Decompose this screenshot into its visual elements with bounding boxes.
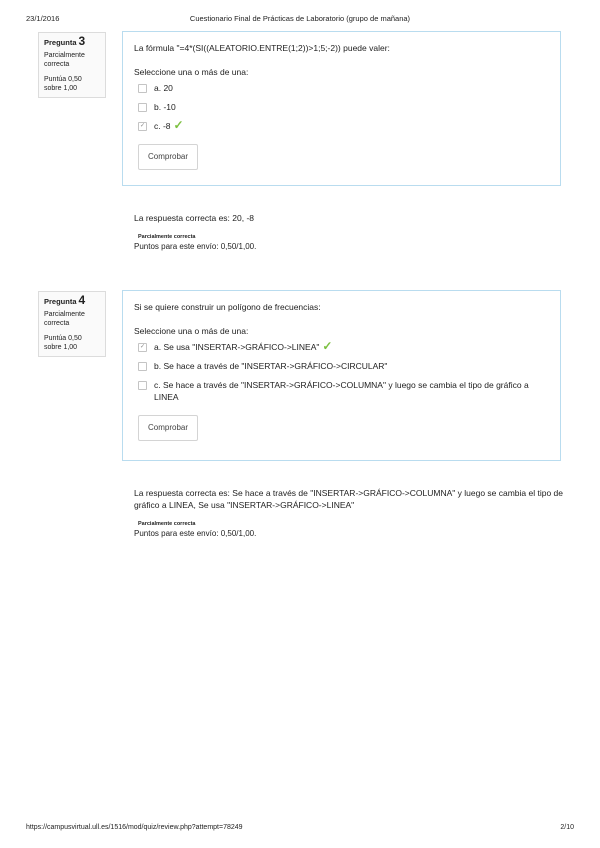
answer-option-c[interactable] <box>138 120 549 132</box>
answer-option-a[interactable] <box>138 82 549 94</box>
check-button[interactable]: Comprobar <box>138 144 198 170</box>
answer-option-a[interactable] <box>138 341 549 353</box>
question-prompt: La fórmula "=4*(SI((ALEATORIO.ENTRE(1;2))>1;5;-2)) puede valer: <box>134 43 390 53</box>
checkbox-icon[interactable] <box>138 362 147 371</box>
document-title: Cuestionario Final de Prácticas de Laboratorio (grupo de mañana) <box>189 14 411 23</box>
answer-option-b[interactable] <box>138 360 549 372</box>
question-grade: Puntúa 0,50 sobre 1,00 <box>44 335 82 351</box>
check-mark-icon: ✓ <box>173 118 184 132</box>
check-button[interactable]: Comprobar <box>138 415 198 441</box>
correct-answer: La respuesta correcta es: 20, -8 <box>134 213 255 223</box>
question-content-4 <box>122 290 561 461</box>
question-number: 3 <box>78 34 86 48</box>
question-prompt: Si se quiere construir un polígono de frecuencias: <box>134 302 321 312</box>
question-instruction: Seleccione una o más de una: <box>134 326 249 336</box>
question-grade: Puntúa 0,50 sobre 1,00 <box>44 76 82 92</box>
answer-option-b[interactable] <box>138 101 549 113</box>
question-feedback-3 <box>134 212 564 253</box>
question-label: Pregunta <box>44 297 77 306</box>
checkbox-checked-icon[interactable]: ✓ <box>139 123 146 129</box>
page-number: 2/10 <box>560 824 574 831</box>
page-url: https://campusvirtual.ull.es/1516/mod/quiz/review.php?attempt=78249 <box>26 824 243 831</box>
option-text: c. Se hace a través de "INSERTAR->GRÁFICO->COLUMNA" y luego se cambia el tipo de gráfico a LINEA <box>154 380 529 402</box>
feedback-points: Puntos para este envío: 0,50/1,00. <box>134 529 257 538</box>
feedback-state: Parcialmente correcta <box>138 234 196 240</box>
question-content-3 <box>122 31 561 186</box>
checkbox-checked-icon[interactable]: ✓ <box>139 344 146 350</box>
checkbox-icon[interactable] <box>138 103 147 112</box>
question-info-4 <box>38 291 106 357</box>
checkbox-icon[interactable] <box>138 84 147 93</box>
feedback-points: Puntos para este envío: 0,50/1,00. <box>134 242 257 251</box>
correct-answer: La respuesta correcta es: Se hace a través de "INSERTAR->GRÁFICO->COLUMNA" y luego se cambia el tipo de gráfico a LINEA, Se usa "INSERTAR->GRÁFICO->LINEA" <box>134 488 564 510</box>
question-label: Pregunta <box>44 38 77 47</box>
option-text: a. Se usa "INSERTAR->GRÁFICO->LINEA" <box>154 342 320 352</box>
feedback-state: Parcialmente correcta <box>138 521 196 527</box>
option-text: c. -8 <box>154 121 171 131</box>
question-state: Parcialmente correcta <box>44 52 85 68</box>
checkbox-icon[interactable] <box>138 381 147 390</box>
option-text: a. 20 <box>154 83 173 93</box>
check-mark-icon: ✓ <box>322 339 333 353</box>
question-feedback-4 <box>134 487 564 540</box>
answer-option-c[interactable] <box>138 379 549 403</box>
question-instruction: Seleccione una o más de una: <box>134 67 249 77</box>
print-date: 23/1/2016 <box>26 14 60 23</box>
question-number: 4 <box>78 293 86 307</box>
question-info-3 <box>38 32 106 98</box>
option-text: b. Se hace a través de "INSERTAR->GRÁFICO->CIRCULAR" <box>154 361 388 371</box>
option-text: b. -10 <box>154 102 176 112</box>
question-state: Parcialmente correcta <box>44 311 85 327</box>
